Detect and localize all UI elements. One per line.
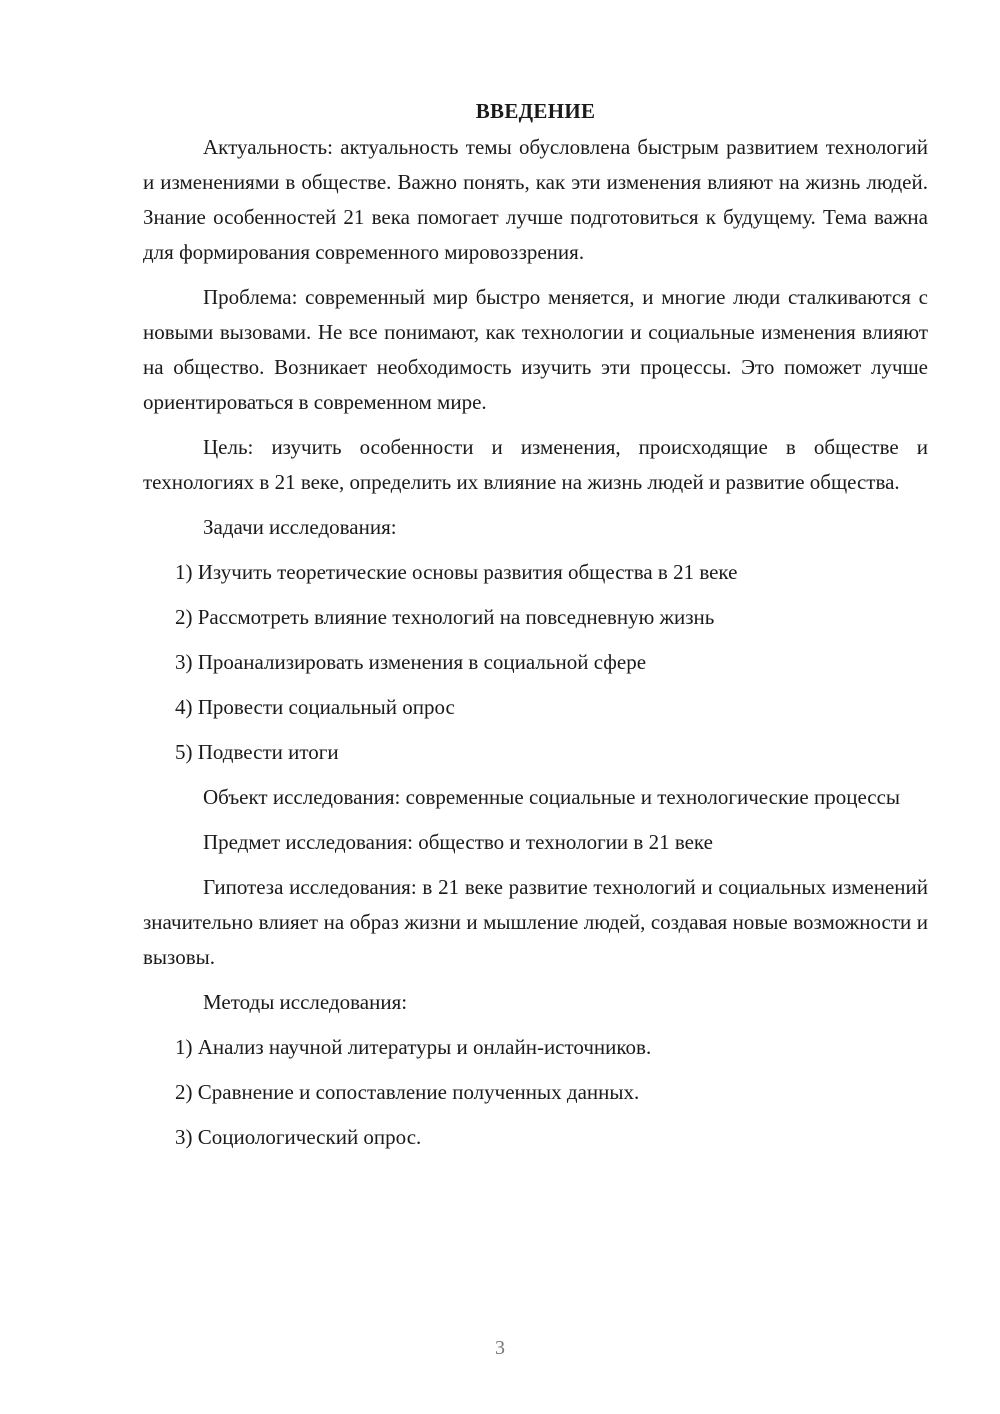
page-content [143, 96, 928, 1165]
methods-heading: Методы исследования: [203, 990, 408, 1014]
object-paragraph: Объект исследования: современные социальные и технологические процессы [203, 785, 901, 809]
relevance-paragraph: Актуальность: актуальность темы обусловлена быстрым развитием технологий и изменениями в обществе. Важно понять, как эти изменения влияют на жизнь людей. Знание особенностей 21 века помогает лучше подготовиться к будущему. Тема важна для формирования современного мировоззрения. [143, 135, 928, 264]
task-item: 3) Проанализировать изменения в социальной сфере [175, 650, 647, 674]
goal-paragraph: Цель: изучить особенности и изменения, происходящие в обществе и технологиях в 21 веке, определить их влияние на жизнь людей и развитие общества. [143, 435, 928, 494]
tasks-list [143, 555, 928, 770]
task-item: 5) Подвести итоги [175, 740, 339, 764]
method-item: 1) Анализ научной литературы и онлайн-источников. [175, 1035, 652, 1059]
tasks-heading: Задачи исследования: [203, 515, 397, 539]
method-item: 2) Сравнение и сопоставление полученных данных. [175, 1080, 640, 1104]
page-title: ВВЕДЕНИЕ [475, 99, 596, 123]
page-number: 3 [495, 1337, 505, 1359]
task-item: 2) Рассмотреть влияние технологий на повседневную жизнь [175, 605, 715, 629]
hypothesis-paragraph: Гипотеза исследования: в 21 веке развитие технологий и социальных изменений значительно влияет на образ жизни и мышление людей, создавая новые возможности и вызовы. [143, 875, 928, 969]
problem-paragraph: Проблема: современный мир быстро меняется, и многие люди сталкиваются с новыми вызовами. Не все понимают, как технологии и социальные изменения влияют на общество. Возникает необходимость изучить эти процессы. Это поможет лучше ориентироваться в современном мире. [143, 285, 928, 414]
task-item: 1) Изучить теоретические основы развития общества в 21 веке [175, 560, 738, 584]
task-item: 4) Провести социальный опрос [175, 695, 455, 719]
subject-paragraph: Предмет исследования: общество и технологии в 21 веке [203, 830, 713, 854]
methods-list [143, 1030, 928, 1155]
method-item: 3) Социологический опрос. [175, 1125, 422, 1149]
